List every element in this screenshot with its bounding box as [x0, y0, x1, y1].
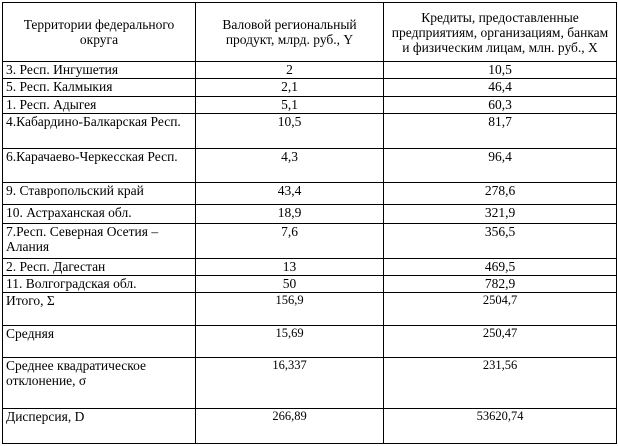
table-row — [3, 96, 617, 113]
table-row — [3, 79, 617, 96]
territory-cell: 11. Волгоградская обл. — [3, 275, 196, 292]
summary-row-total — [3, 293, 617, 326]
grp-cell: 13 — [196, 258, 384, 275]
territory-cell: 5. Респ. Калмыкия — [3, 79, 196, 96]
credits-cell: 96,4 — [384, 148, 617, 183]
credits-cell: 356,5 — [384, 223, 617, 258]
summary-label: Дисперсия, D — [3, 409, 196, 444]
table-row — [3, 62, 617, 79]
header-grp: Валовой региональный продукт, млрд. руб., Y — [196, 3, 384, 62]
grp-cell: 5,1 — [196, 96, 384, 113]
summary-row-stddev — [3, 358, 617, 409]
summary-grp-cell: 16,337 — [196, 358, 384, 409]
grp-cell: 2,1 — [196, 79, 384, 96]
data-table — [2, 2, 617, 444]
territory-cell: 9. Ставропольский край — [3, 183, 196, 204]
credits-cell: 81,7 — [384, 113, 617, 148]
table-row — [3, 223, 617, 258]
summary-credits-cell: 2504,7 — [384, 293, 617, 326]
summary-label: Среднее квадратическое отклонение, σ — [3, 358, 196, 409]
credits-cell: 278,6 — [384, 183, 617, 204]
table-row — [3, 204, 617, 223]
summary-label: Средняя — [3, 325, 196, 358]
territory-cell: 6.Карачаево-Черкесская Респ. — [3, 148, 196, 183]
grp-cell: 10,5 — [196, 113, 384, 148]
territory-cell: 1. Респ. Адыгея — [3, 96, 196, 113]
credits-cell: 782,9 — [384, 275, 617, 292]
table-row — [3, 258, 617, 275]
header-credits: Кредиты, предоставленные предприятиям, организациям, банкам и физическим лицам, млн. руб., X — [384, 3, 617, 62]
header-territory: Территории федерального округа — [3, 3, 196, 62]
summary-grp-cell: 156,9 — [196, 293, 384, 326]
summary-row-mean — [3, 325, 617, 358]
credits-cell: 321,9 — [384, 204, 617, 223]
credits-cell: 469,5 — [384, 258, 617, 275]
credits-cell: 60,3 — [384, 96, 617, 113]
table-row — [3, 183, 617, 204]
credits-cell: 46,4 — [384, 79, 617, 96]
summary-credits-cell: 231,56 — [384, 358, 617, 409]
summary-grp-cell: 15,69 — [196, 325, 384, 358]
summary-grp-cell: 266,89 — [196, 409, 384, 444]
grp-cell: 50 — [196, 275, 384, 292]
territory-cell: 2. Респ. Дагестан — [3, 258, 196, 275]
summary-credits-cell: 53620,74 — [384, 409, 617, 444]
table-row — [3, 113, 617, 148]
grp-cell: 18,9 — [196, 204, 384, 223]
table-row — [3, 275, 617, 292]
territory-cell: 10. Астраханская обл. — [3, 204, 196, 223]
territory-cell: 7.Респ. Северная Осетия – Алания — [3, 223, 196, 258]
credits-cell: 10,5 — [384, 62, 617, 79]
table-row — [3, 148, 617, 183]
territory-cell: 4.Кабардино-Балкарская Респ. — [3, 113, 196, 148]
grp-cell: 2 — [196, 62, 384, 79]
summary-credits-cell: 250,47 — [384, 325, 617, 358]
grp-cell: 7,6 — [196, 223, 384, 258]
territory-cell: 3. Респ. Ингушетия — [3, 62, 196, 79]
grp-cell: 43,4 — [196, 183, 384, 204]
summary-row-variance — [3, 409, 617, 444]
summary-label: Итого, Σ — [3, 293, 196, 326]
grp-cell: 4,3 — [196, 148, 384, 183]
